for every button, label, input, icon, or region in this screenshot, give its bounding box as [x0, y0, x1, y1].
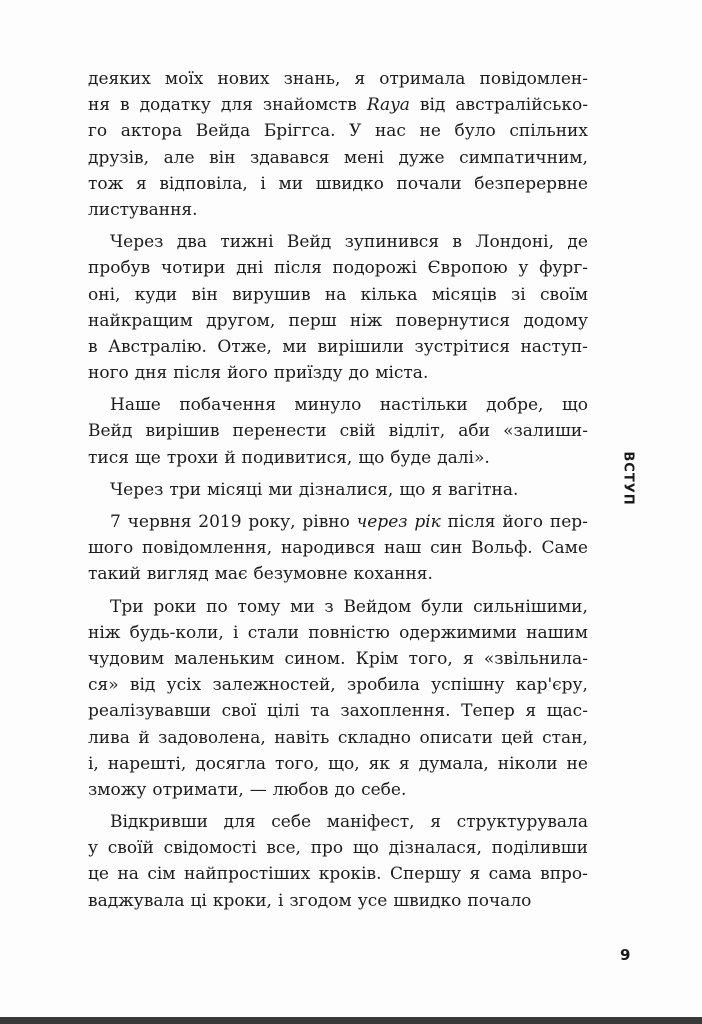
text-line: реалізувавши свої цілі та захоплення. Тепер я щас-: [88, 701, 588, 722]
text-line: друзів, але він здавався мені дуже симпатичним,: [88, 147, 588, 168]
paragraph: [88, 509, 588, 588]
paragraph: [88, 594, 588, 804]
body-text: [88, 66, 588, 914]
text-line: Через два тижні Вейд зупинився в Лондоні, де: [110, 232, 588, 253]
text-line: ся» від усіх залежностей, зробила успішну кар'єру,: [88, 675, 588, 696]
paragraph: [88, 229, 588, 386]
text-line: ніж будь-коли, і стали повністю одержимими нашим: [88, 622, 588, 643]
text-line: ня в додатку для знайомств Raya від австралійсько-: [88, 95, 588, 116]
page-bottom-border: [0, 1017, 702, 1024]
text-line: зможу отримати, — любов до себе.: [88, 779, 407, 800]
paragraph: [88, 477, 588, 503]
text-line: Наше побачення минуло настільки добре, що: [110, 395, 588, 416]
text-line: такий вигляд має безумовне кохання.: [88, 564, 433, 585]
text-line: ного дня після його приїзду до міста.: [88, 363, 429, 384]
page-number: 9: [620, 946, 631, 964]
text-line: ваджувала ці кроки, і згодом усе швидко почало: [88, 890, 532, 911]
paragraph: [88, 66, 588, 223]
paragraph: [88, 809, 588, 914]
text-line: листування.: [88, 199, 198, 220]
text-line: найкращим другом, перш ніж повернутися додому: [88, 310, 588, 331]
text-line: чудовим маленьким сином. Крім того, я «звільнила-: [88, 648, 588, 669]
running-head-label: ВСТУП: [620, 450, 636, 506]
text-line: у своїй свідомості все, про що дізналася, поділивши: [88, 838, 588, 859]
text-line: в Австралію. Отже, ми вирішили зустрітися наступ-: [88, 336, 588, 357]
text-line: це на сім найпростіших кроків. Спершу я сама впро-: [88, 864, 588, 885]
text-line: Відкривши для себе маніфест, я структурувала: [110, 812, 588, 833]
text-line: тож я відповіла, і ми швидко почали безперервне: [88, 173, 588, 194]
paragraph: [88, 392, 588, 471]
text-line: 7 червня 2019 року, рівно через рік після його пер-: [110, 512, 588, 532]
text-line: пробув чотири дні після подорожі Європою у фург-: [88, 258, 588, 279]
text-line: деяких моїх нових знань, я отримала повідомлен-: [88, 69, 588, 89]
text-line: Через три місяці ми дізналися, що я вагітна.: [110, 479, 519, 500]
text-line: Вейд вирішив перенести свій відліт, аби «залиши-: [88, 421, 588, 442]
text-line: і, нарешті, досягла того, що, як я думала, ніколи не: [88, 753, 588, 774]
text-line: шого повідомлення, народився наш син Вольф. Саме: [88, 538, 588, 559]
text-line: тися ще трохи й подивитися, що буде далі».: [88, 447, 490, 468]
text-line: оні, куди він вирушив на кілька місяців зі своїм: [88, 284, 588, 305]
running-head: [614, 438, 642, 518]
text-line: го актора Вейда Бріггса. У нас не було спільних: [88, 121, 588, 142]
text-line: Три роки по тому ми з Вейдом були сильнішими,: [110, 596, 588, 617]
text-line: лива й задоволена, навіть складно описати цей стан,: [88, 727, 588, 748]
